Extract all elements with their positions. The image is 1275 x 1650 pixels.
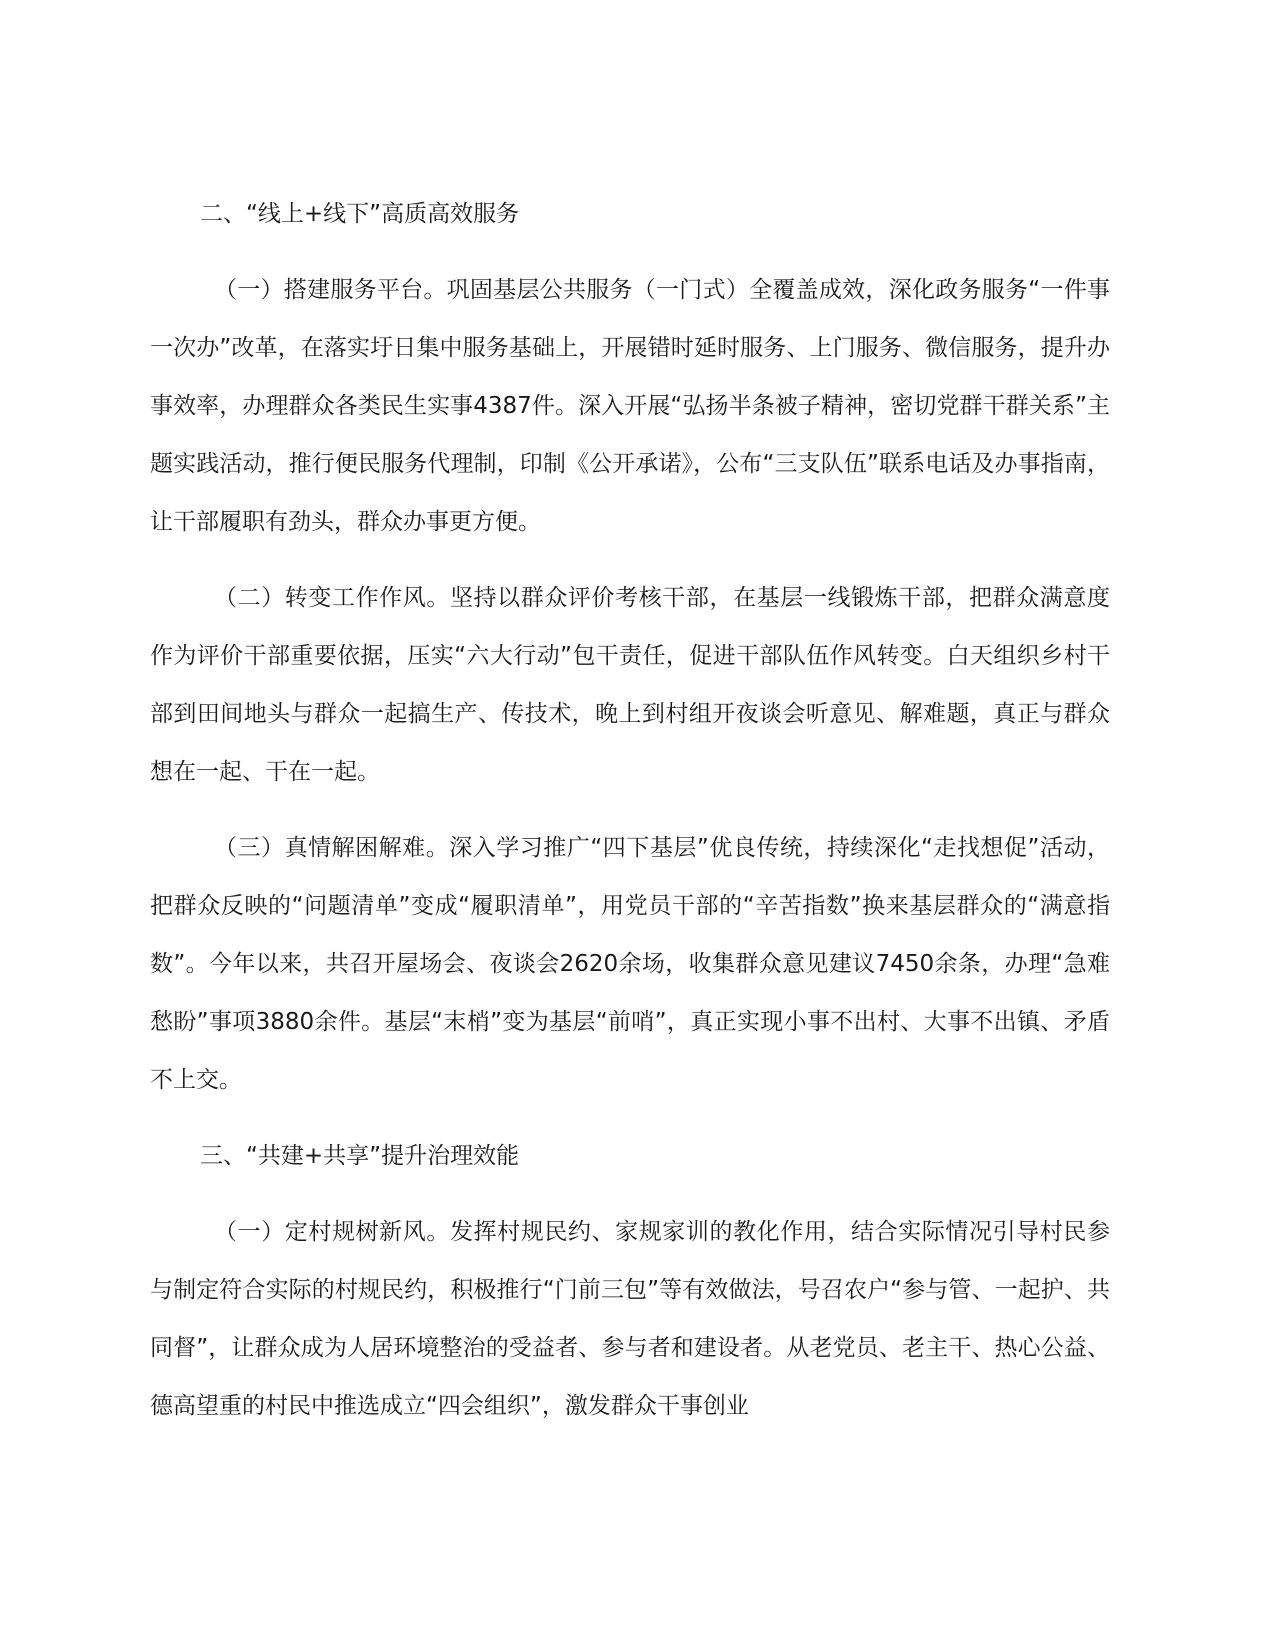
- section-heading-2: 二、“线上+线下”高质高效服务: [200, 201, 520, 227]
- paragraph-2-2: （二）转变工作作风。坚持以群众评价考核干部，在基层一线锻炼干部，把群众满意度作为评价干部重要依据，压实“六大行动”包干责任，促进干部队伍作风转变。白天组织乡村干部到田间地头与群众一起搞生产、传技术，晚上到村组开夜谈会听意见、解难题，真正与群众想在一起、干在一起。: [150, 585, 1110, 785]
- paragraph-3-1: （一）定村规树新风。发挥村规民约、家规家训的教化作用，结合实际情况引导村民参与制定符合实际的村规民约，积极推行“门前三包”等有效做法，号召农户“参与管、一起护、共同督”，让群众成为人居环境整治的受益者、参与者和建设者。从老党员、老主干、热心公益、德高望重的村民中推选成立“四会组织”，激发群众干事创业: [150, 1219, 1110, 1419]
- paragraph-2-3: （三）真情解困解难。深入学习推广“四下基层”优良传统，持续深化“走找想促”活动，把群众反映的“问题清单”变成“履职清单”，用党员干部的“辛苦指数”换来基层群众的“满意指数”。今年以来，共召开屋场会、夜谈会2620余场，收集群众意见建议7450余条，办理“急难愁盼”事项3880余件。基层“末梢”变为基层“前哨”，真正实现小事不出村、大事不出镇、矛盾不上交。: [150, 835, 1110, 1093]
- document-body: [150, 185, 1110, 1453]
- section-heading-3: 三、“共建+共享”提升治理效能: [200, 1143, 520, 1169]
- paragraph-2-1: （一）搭建服务平台。巩固基层公共服务（一门式）全覆盖成效，深化政务服务“一件事一次办”改革，在落实圩日集中服务基础上，开展错时延时服务、上门服务、微信服务，提升办事效率，办理群众各类民生实事4387件。深入开展“弘扬半条被子精神，密切党群干群关系”主题实践活动，推行便民服务代理制，印制《公开承诺》，公布“三支队伍”联系电话及办事指南，让干部履职有劲头，群众办事更方便。: [150, 277, 1110, 535]
